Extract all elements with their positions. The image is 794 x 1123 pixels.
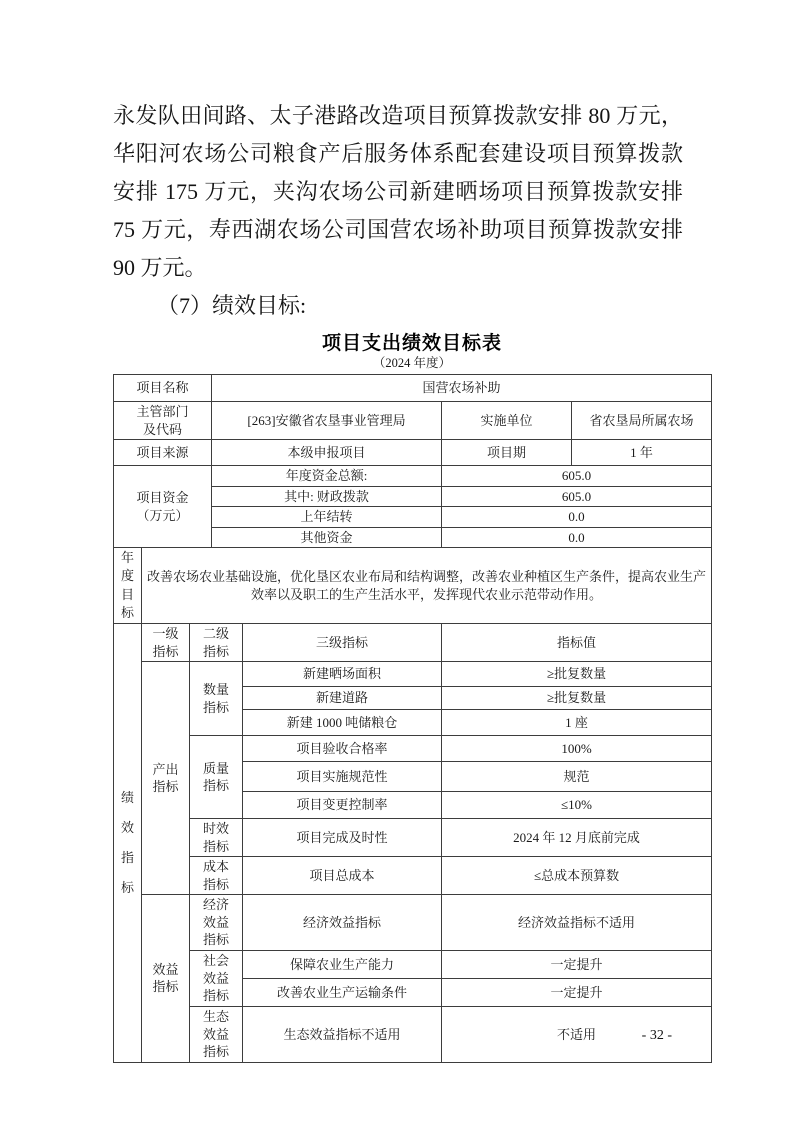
paragraph-line-5: 90 万元。 bbox=[113, 255, 207, 280]
funds-label: 项目资金（万元） bbox=[114, 466, 212, 548]
performance-target-table bbox=[113, 374, 712, 1063]
row-fund-total bbox=[114, 466, 712, 487]
paragraph-line-3: 安排 175 万元，夹沟农场公司新建晒场项目预算拨款安排 bbox=[113, 179, 683, 204]
fund-value: 605.0 bbox=[442, 466, 712, 487]
level1-benefit: 效益指标 bbox=[142, 895, 190, 1062]
project-name-value: 国营农场补助 bbox=[212, 375, 712, 402]
level2-timeliness: 时效指标 bbox=[190, 819, 243, 857]
indicator-level3: 新建 1000 吨储粮仓 bbox=[243, 710, 442, 736]
indicator-value: 规范 bbox=[442, 762, 712, 792]
indicator-level3: 项目完成及时性 bbox=[243, 819, 442, 857]
indicator-row bbox=[114, 662, 712, 687]
fund-name: 年度资金总额: bbox=[212, 466, 442, 487]
fund-value: 605.0 bbox=[442, 486, 712, 507]
fund-name: 其他资金 bbox=[212, 527, 442, 548]
paragraph-line-2: 华阳河农场公司粮食产后服务体系配套建设项目预算拨款 bbox=[113, 141, 683, 166]
header-level1: 一级指标 bbox=[142, 624, 190, 662]
section-heading: （7）绩效目标: bbox=[157, 293, 307, 318]
indicator-level3: 项目变更控制率 bbox=[243, 792, 442, 819]
level2-ecological: 生态效益指标 bbox=[190, 1006, 243, 1062]
header-level2: 二级指标 bbox=[190, 624, 243, 662]
level2-cost: 成本指标 bbox=[190, 857, 243, 895]
body-paragraph bbox=[113, 97, 683, 287]
row-department bbox=[114, 402, 712, 440]
project-source-label: 项目来源 bbox=[114, 440, 212, 466]
level2-economic: 经济效益指标 bbox=[190, 895, 243, 951]
annual-goal-text: 改善农场农业基础设施，优化垦区农业布局和结构调整，改善农业种植区生产条件，提高农业生产效率以及职工的生产生活水平，发挥现代农业示范带动作用。 bbox=[142, 548, 712, 624]
implement-unit-label: 实施单位 bbox=[442, 402, 572, 440]
indicator-value: ≥批复数量 bbox=[442, 662, 712, 687]
paragraph-line-1: 永发队田间路、太子港路改造项目预算拨款安排 80 万元， bbox=[113, 103, 683, 128]
row-indicator-header bbox=[114, 624, 712, 662]
indicator-value: 一定提升 bbox=[442, 978, 712, 1006]
fund-name: 上年结转 bbox=[212, 507, 442, 528]
fund-name: 其中: 财政拨款 bbox=[212, 486, 442, 507]
indicator-level3: 项目总成本 bbox=[243, 857, 442, 895]
project-source-value: 本级申报项目 bbox=[212, 440, 442, 466]
level2-quality: 质量指标 bbox=[190, 736, 243, 819]
indicator-level3: 项目实施规范性 bbox=[243, 762, 442, 792]
indicator-row bbox=[114, 895, 712, 951]
indicator-level3: 项目验收合格率 bbox=[243, 736, 442, 762]
indicator-value: ≤总成本预算数 bbox=[442, 857, 712, 895]
indicator-row bbox=[114, 857, 712, 895]
indicator-value: 1 座 bbox=[442, 710, 712, 736]
annual-goal-label: 年度目标 bbox=[114, 548, 142, 624]
indicator-row bbox=[114, 736, 712, 762]
table-title: 项目支出绩效目标表 bbox=[321, 333, 502, 354]
department-label: 主管部门及代码 bbox=[114, 402, 212, 440]
project-period-label: 项目期 bbox=[442, 440, 572, 466]
indicator-level3: 改善农业生产运输条件 bbox=[243, 978, 442, 1006]
paragraph-line-4: 75 万元，寿西湖农场公司国营农场补助项目预算拨款安排 bbox=[113, 217, 683, 242]
indicator-level3: 新建道路 bbox=[243, 687, 442, 710]
fund-value: 0.0 bbox=[442, 507, 712, 528]
level2-social: 社会效益指标 bbox=[190, 950, 243, 1006]
page-number: - 32 - bbox=[641, 1028, 672, 1043]
indicator-value: 2024 年 12 月底前完成 bbox=[442, 819, 712, 857]
level1-output: 产出指标 bbox=[142, 662, 190, 895]
indicator-row bbox=[114, 819, 712, 857]
indicators-label: 绩效指标 bbox=[114, 624, 142, 1063]
row-project-source bbox=[114, 440, 712, 466]
row-project-name bbox=[114, 375, 712, 402]
indicator-value: ≥批复数量 bbox=[442, 687, 712, 710]
level2-quantity: 数量指标 bbox=[190, 662, 243, 736]
indicator-level3: 新建晒场面积 bbox=[243, 662, 442, 687]
indicator-value: 不适用 bbox=[442, 1006, 712, 1062]
indicator-row bbox=[114, 950, 712, 978]
header-level3: 三级指标 bbox=[243, 624, 442, 662]
indicator-row bbox=[114, 1006, 712, 1062]
implement-unit-value: 省农垦局所属农场 bbox=[572, 402, 712, 440]
indicator-level3: 经济效益指标 bbox=[243, 895, 442, 951]
indicator-value: 一定提升 bbox=[442, 950, 712, 978]
indicator-value: 经济效益指标不适用 bbox=[442, 895, 712, 951]
project-period-value: 1 年 bbox=[572, 440, 712, 466]
row-annual-goal bbox=[114, 548, 712, 624]
header-value: 指标值 bbox=[442, 624, 712, 662]
indicator-level3: 生态效益指标不适用 bbox=[243, 1006, 442, 1062]
indicator-level3: 保障农业生产能力 bbox=[243, 950, 442, 978]
indicator-value: 100% bbox=[442, 736, 712, 762]
fund-value: 0.0 bbox=[442, 527, 712, 548]
department-value: [263]安徽省农垦事业管理局 bbox=[212, 402, 442, 440]
indicator-value: ≤10% bbox=[442, 792, 712, 819]
project-name-label: 项目名称 bbox=[114, 375, 212, 402]
table-subtitle: （2024 年度） bbox=[372, 356, 452, 370]
